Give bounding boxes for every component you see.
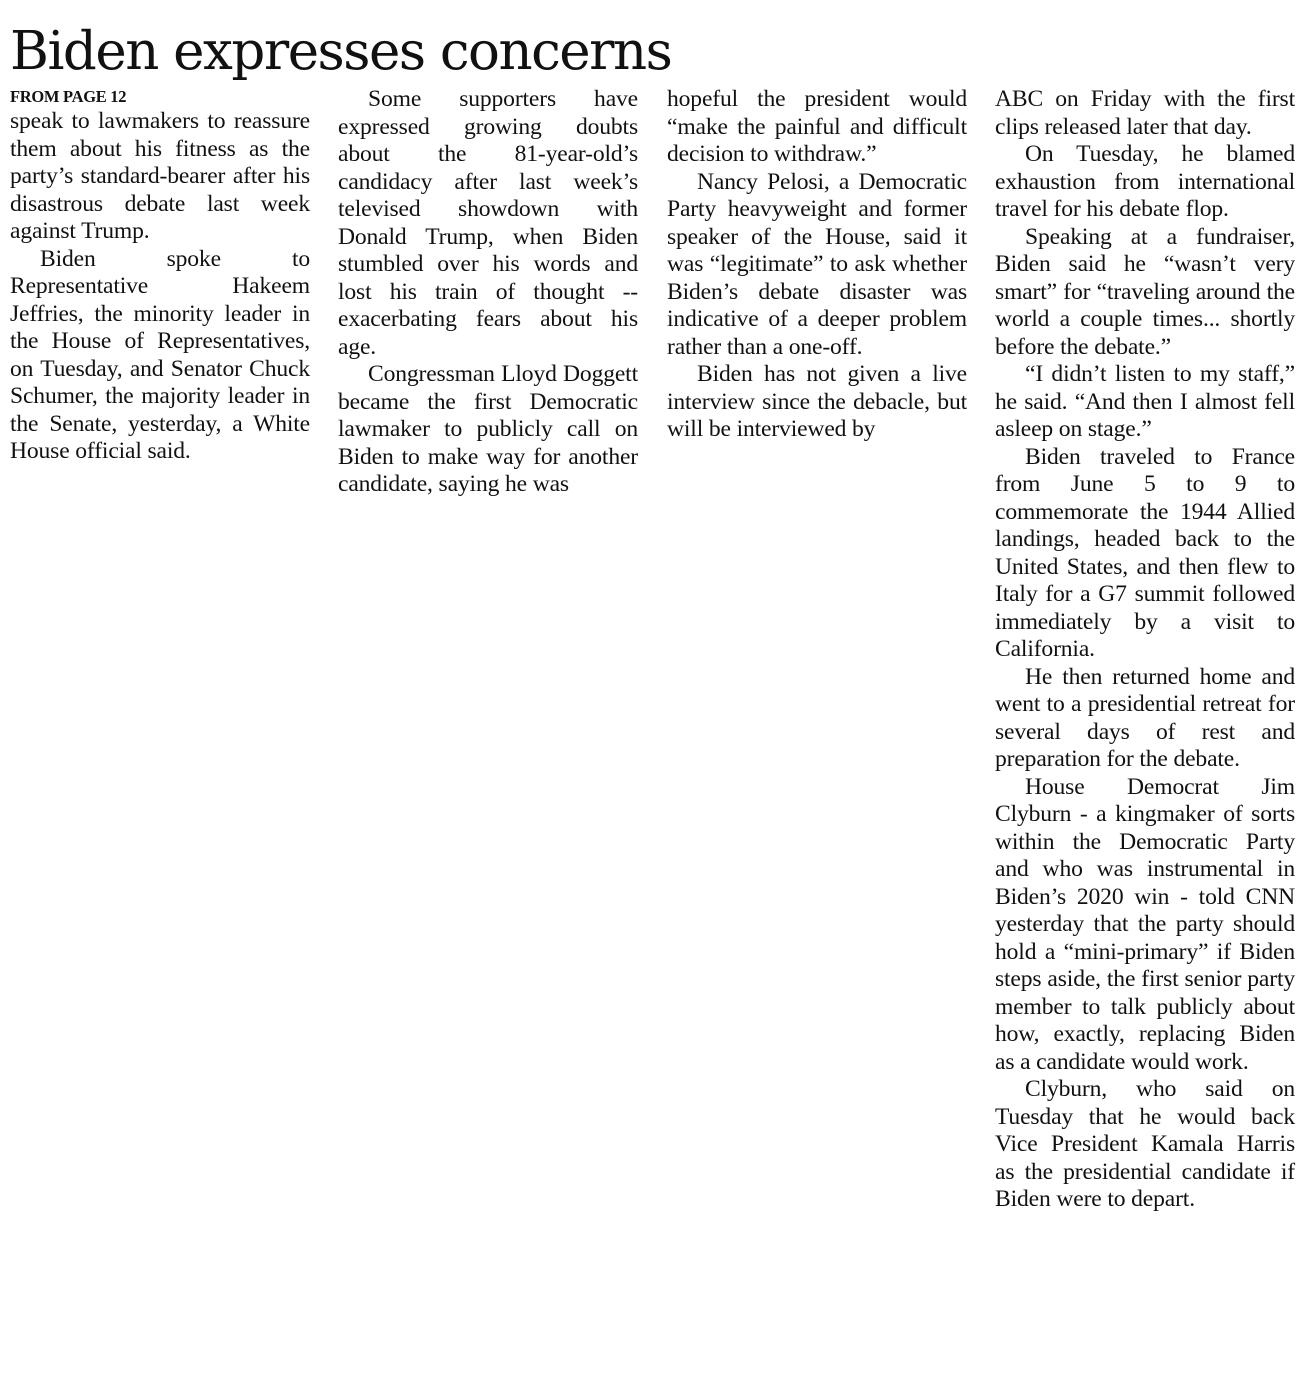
article-column-3 [667,86,967,444]
paragraph: Congressman Lloyd Doggett became the first Democratic lawmaker to publicly call on Biden to make way for another candidate, saying he was [338,361,638,497]
paragraph: He then returned home and went to a presidential retreat for several days of rest and preparation for the debate. [995,663,1295,772]
article-column-4 [995,86,1295,1214]
paragraph: hopeful the president would “make the painful and difficult decision to withdraw.” [667,86,967,167]
paragraph: Speaking at a fundraiser, Biden said he “wasn’t very smart” for “traveling around the world a couple times... shortly before the debate.” [995,223,1295,360]
article-column-2 [338,86,638,499]
paragraph: “I didn’t listen to my staff,” he said. “And then I almost fell asleep on stage.” [995,361,1295,442]
paragraph: On Tuesday, he blamed exhaustion from international travel for his debate flop. [995,141,1295,222]
paragraph: Clyburn, who said on Tuesday that he would back Vice President Kamala Harris as the presidential candidate if Biden were to depart. [995,1076,1295,1212]
paragraph: ABC on Friday with the first clips released later that day. [995,86,1295,140]
paragraph: Biden spoke to Representative Hakeem Jeffries, the minority leader in the House of Representatives, on Tuesday, and Senator Chuck Schumer, the majority leader in the Senate, yesterday, a White House official said. [10,245,310,464]
paragraph: Biden has not given a live interview since the debacle, but will be interviewed by [667,361,967,442]
headline: Biden expresses concerns [10,21,672,82]
paragraph: Nancy Pelosi, a Democratic Party heavyweight and former speaker of the House, said it was “legitimate” to ask whether Biden’s debate disaster was indicative of a deeper problem rather than a one-off. [667,168,967,360]
article-column-1 [10,86,310,466]
paragraph: Biden traveled to France from June 5 to 9 to commemorate the 1944 Allied landings, headed back to the United States, and then flew to Italy for a G7 summit followed immediately by a visit to California. [995,443,1295,662]
paragraph: Some supporters have expressed growing doubts about the 81-year-old’s candidacy after last week’s televised showdown with Donald Trump, when Biden stumbled over his words and lost his train of thought -- exacerbating fears about his age. [338,86,638,360]
paragraph: speak to lawmakers to reassure them about his fitness as the party’s standard-bearer after his disastrous debate last week against Trump. [10,108,310,244]
continued-from-label: FROM PAGE 12 [10,87,127,106]
paragraph: House Democrat Jim Clyburn - a kingmaker of sorts within the Democratic Party and who was instrumental in Biden’s 2020 win - told CNN yesterday that the party should hold a “mini-primary” if Biden steps aside, the first senior party member to talk publicly about how, exactly, replacing Biden as a candidate would work. [995,773,1295,1075]
